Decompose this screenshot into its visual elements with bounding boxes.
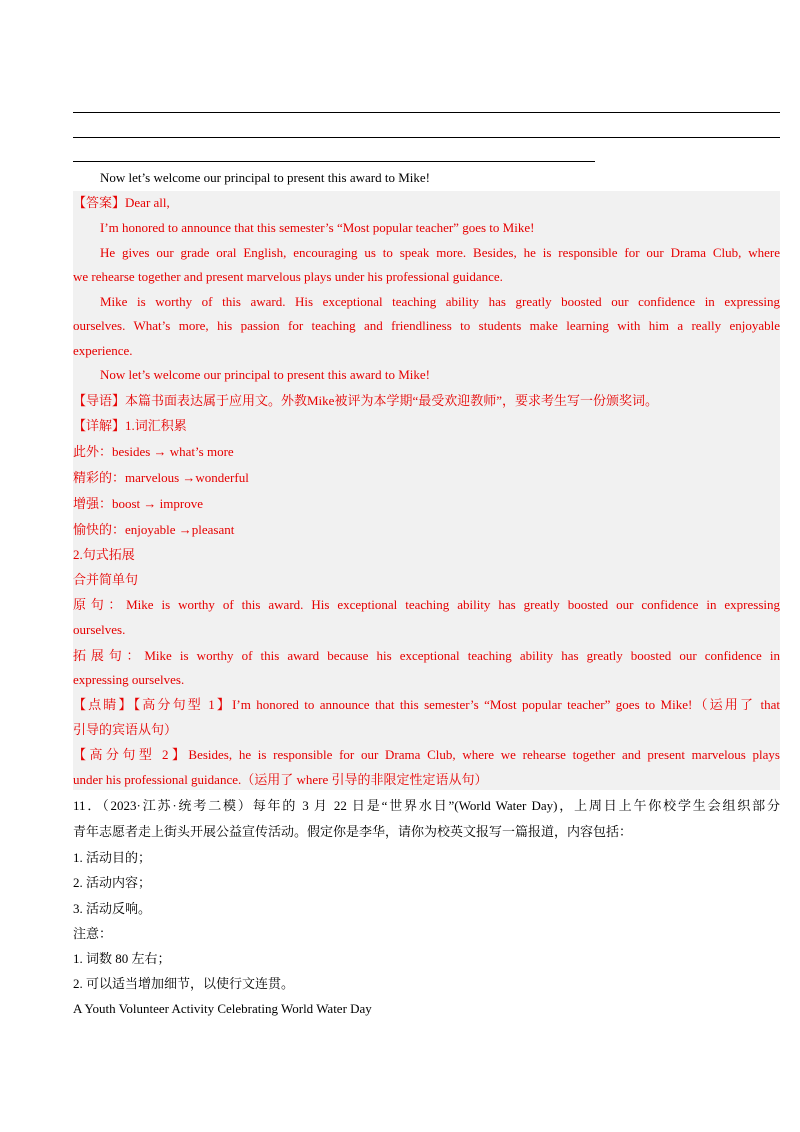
closing-line: Now let’s welcome our principal to present this award to Mike! [100, 170, 430, 185]
note-1: 1. 词数 80 左右； [73, 951, 171, 966]
answer-p2-b: we rehearse together and present marvelous plays under his professional guidance. [73, 269, 503, 284]
answer-greeting: Dear all, [125, 195, 170, 210]
question-11-b: 青年志愿者走上街头开展公益宣传活动。假定你是李华，请你为校英文报写一篇报道，内容包括： [73, 824, 633, 839]
requirement-1: 1. 活动目的； [73, 850, 152, 865]
writing-line-2 [73, 137, 780, 138]
original-sentence-a: 原句：Mike is worthy of this award. His exceptional teaching ability has greatly boosted our confidence in expressing [73, 597, 780, 612]
note-heading: 注意： [73, 926, 113, 941]
original-sentence-b: ourselves. [73, 622, 126, 637]
answer-p3-a: Mike is worthy of this award. His exceptional teaching ability has greatly boosted our confidence in expressing [100, 294, 780, 309]
essay-title: A Youth Volunteer Activity Celebrating World Water Day [73, 1001, 372, 1016]
question-11-a: 11．（2023·江苏·统考二模）每年的 3 月 22 日是“世界水日”(World Water Day)，上周日上午你校学生会组织部分 [73, 798, 780, 813]
answer-p3-c: experience. [73, 343, 133, 358]
highlight-1-a: 【点睛】【高分句型 1】I’m honored to announce that this semester’s “Most popular teacher” goes to Mike!（运用了 that [73, 697, 780, 712]
section2-heading: 2.句式拓展 [73, 547, 135, 562]
requirement-3: 3. 活动反响。 [73, 901, 152, 916]
highlight-2-a: 【高分句型 2】Besides, he is responsible for our Drama Club, where we rehearse together and present marvelous plays [73, 747, 780, 762]
requirement-2: 2. 活动内容； [73, 875, 152, 890]
vocab-item-3: 增强：boost → improve [73, 496, 203, 511]
answer-p3-b: ourselves. What’s more, his passion for teaching and friendliness to students make learning with him a really enjoyable [73, 318, 780, 333]
highlight-1-b: 引导的宾语从句） [73, 722, 178, 737]
answer-tag: 【答案】 [73, 195, 126, 210]
answer-p4: Now let’s welcome our principal to present this award to Mike! [100, 367, 430, 382]
answer-p1: I’m honored to announce that this semester’s “Most popular teacher” goes to Mike! [100, 220, 535, 235]
merge-heading: 合并简单句 [73, 572, 139, 587]
vocab-item-2: 精彩的：marvelous →wonderful [73, 470, 249, 485]
guide-line: 【导语】本篇书面表达属于应用文。外教Mike被评为本学期“最受欢迎教师”，要求考生写一份颁奖词。 [73, 393, 658, 408]
extended-sentence-b: expressing ourselves. [73, 672, 185, 687]
answer-p2-a: He gives our grade oral English, encouraging us to speak more. Besides, he is responsible for our Drama Club, where [100, 245, 780, 260]
writing-line-1 [73, 112, 780, 113]
detail-heading: 【详解】1.词汇积累 [73, 418, 187, 433]
extended-sentence-a: 拓展句：Mike is worthy of this award because his exceptional teaching ability has greatly boosted our confidence in [73, 648, 780, 663]
answer-heading [73, 193, 780, 213]
note-2: 2. 可以适当增加细节，以使行文连贯。 [73, 976, 295, 991]
writing-line-3 [73, 161, 595, 162]
highlight-2-b: under his professional guidance.（运用了 where 引导的非限定性定语从句） [73, 772, 488, 787]
vocab-item-1: 此外：besides → what’s more [73, 444, 234, 459]
vocab-item-4: 愉快的：enjoyable →pleasant [73, 522, 235, 537]
